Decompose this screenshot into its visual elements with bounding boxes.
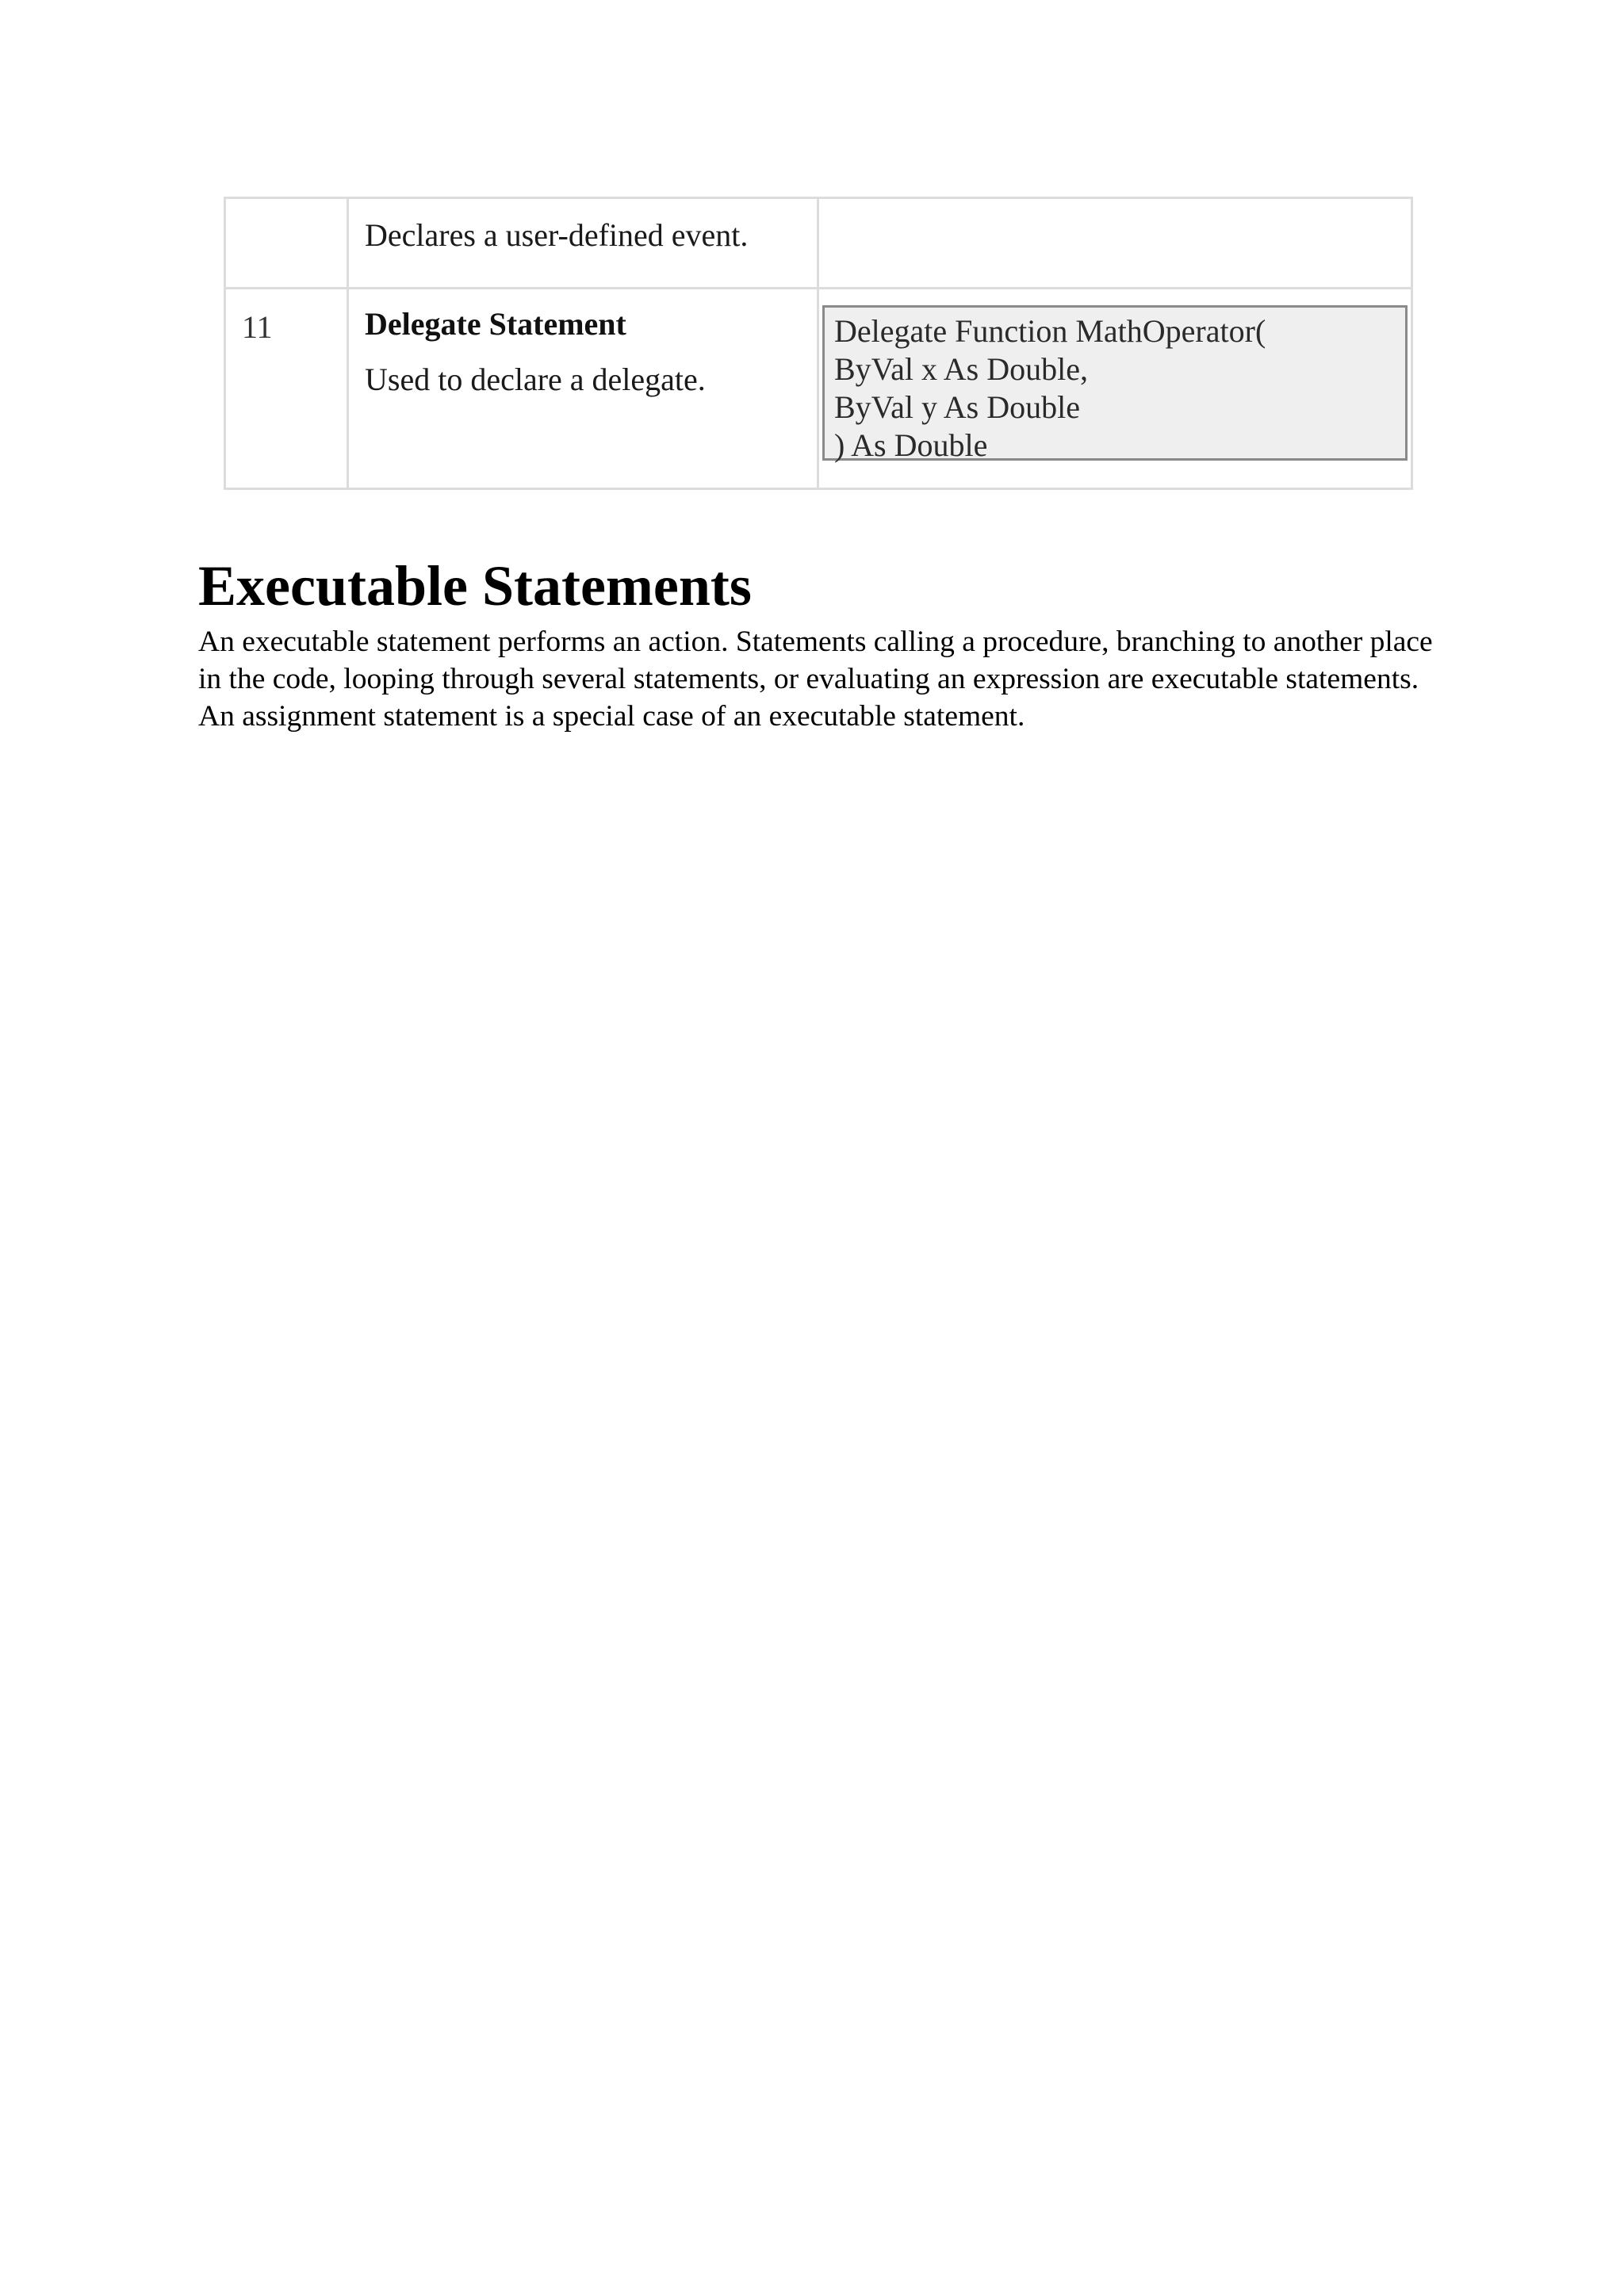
statement-title: Delegate Statement <box>365 306 626 342</box>
row-number-cell <box>225 289 348 489</box>
paragraph-line: An assignment statement is a special case of an executable statement. <box>198 700 1025 733</box>
table-row <box>225 289 1412 489</box>
row-description-cell <box>348 289 818 489</box>
row-code-cell <box>818 289 1412 489</box>
table-row <box>225 198 1412 289</box>
code-line: ByVal x As Double, <box>834 351 1088 387</box>
section-paragraph <box>198 623 1435 735</box>
row-number: 11 <box>242 309 273 345</box>
row-code-cell <box>818 198 1412 289</box>
code-example <box>822 305 1408 461</box>
paragraph-line: An executable statement performs an action. Statements calling a procedure, branching to another place <box>198 626 1433 658</box>
row-description: Declares a user-defined event. <box>365 217 749 253</box>
code-line: ByVal y As Double <box>834 389 1080 425</box>
row-description: Used to declare a delegate. <box>365 362 706 397</box>
paragraph-line: in the code, looping through several statements, or evaluating an expression are executable statements. <box>198 663 1419 695</box>
statements-table <box>224 197 1413 490</box>
row-number-cell <box>225 198 348 289</box>
code-line: Delegate Function MathOperator( <box>834 313 1266 349</box>
section-heading: Executable Statements <box>198 554 752 618</box>
row-number <box>226 199 347 218</box>
row-description-cell <box>348 198 818 289</box>
code-line: ) As Double <box>834 427 988 463</box>
